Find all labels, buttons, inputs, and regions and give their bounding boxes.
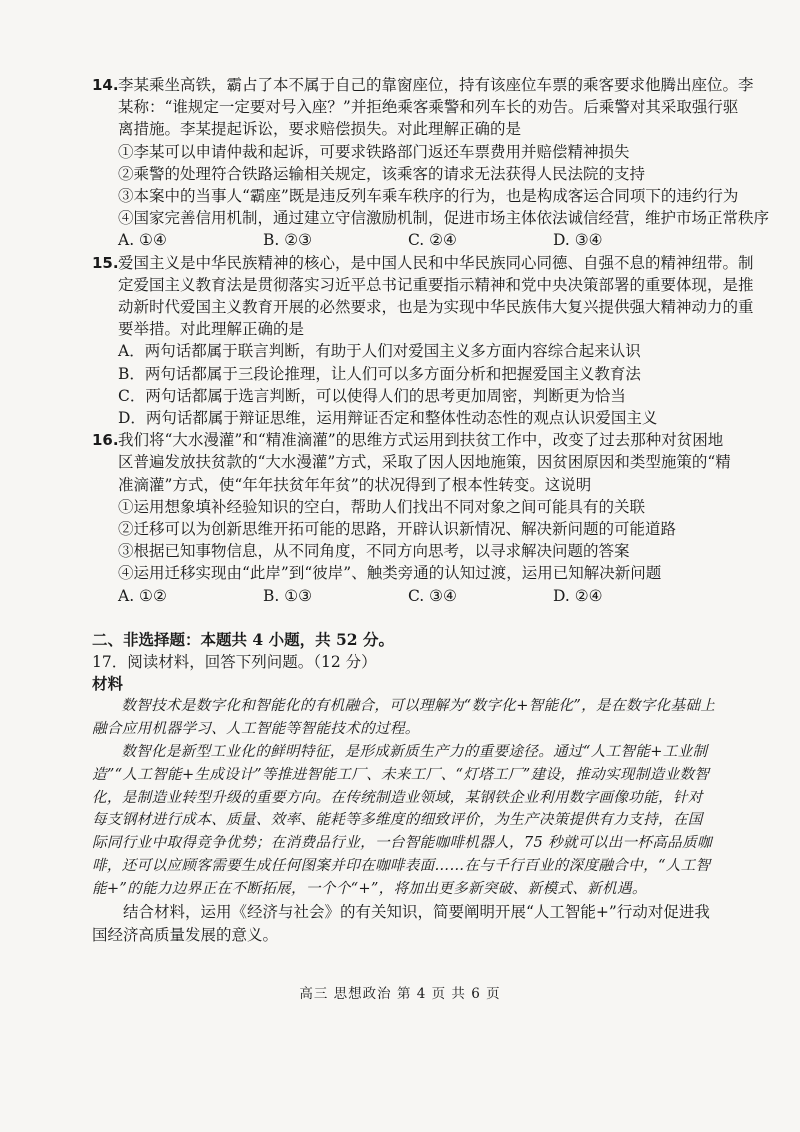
- section-2-title: 二、非选择题：本题共 4 小题，共 52 分。: [92, 629, 394, 649]
- question-16-statement-2: ②迁移可以为创新思维开拓可能的思路，开辟认识新情况、解决新问题的可能道路: [118, 520, 677, 539]
- page-footer: 高三 思想政治 第 4 页 共 6 页: [299, 986, 501, 1002]
- question-15-number: 15.: [92, 253, 119, 272]
- question-15-option-d: D．两句话都属于辩证思维，运用辩证否定和整体性动态性的观点认识爱国主义: [118, 409, 658, 428]
- question-16-statement-3: ③根据已知事物信息，从不同角度，不同方向思考，以寻求解决问题的答案: [118, 542, 630, 561]
- question-15-option-c: C．两句话都属于选言判断，可以使得人们的思考更加周密，判断更为恰当: [118, 386, 626, 405]
- choice-d: D. ③④: [553, 231, 603, 250]
- question-16-stem-line-3: 准滴灌”方式，使“年年扶贫年年贫”的状况得到了根本性转变。这说明: [118, 475, 592, 494]
- question-15-stem-line-4: 要举措。对此理解正确的是: [118, 320, 305, 339]
- question-14-number: 14.: [92, 76, 119, 94]
- question-14-choices: [92, 229, 716, 251]
- question-16-stem-line-1: 16. 我们将“大水漫灌”和“精准滴灌”的思维方式运用到扶贫工作中，改变了过去那种对贫困地: [92, 429, 716, 451]
- choice-a: A. ①②: [118, 586, 167, 605]
- question-14-stem-line-1: 14. 李某乘坐高铁，霸占了本不属于自己的靠窗座位，持有该座位车票的乘客要求他腾出座位。李: [92, 74, 716, 96]
- question-16: [92, 429, 731, 607]
- choice-b: B. ①③: [263, 586, 313, 605]
- question-17-header: 17．阅读材料，回答下列问题。（12 分）: [92, 653, 377, 672]
- question-16-number: 16.: [92, 431, 119, 450]
- material-paragraph-2: 数智化是新型工业化的鲜明特征，是形成新质生产力的重要途径。通过“人工智能+工业制造”“人工智能+生成设计”等推进智能工厂、未来工厂、“灯塔工厂”建设，推动实现制造业数智化，是制造业转型升级的重要方向。在传统制造业领域，某钢铁企业利用数字画像功能，针对每支钢材进行成本、质量、效率、能耗等多维度的细致评价，为生产决策提供有力支持，在国际同行业中取得竞争优势；在消费品行业，一台智能咖啡机器人，75 秒就可以出一杯高品质咖啡，还可以应顾客需要生成任何图案并印在咖啡表面……在与千行百业的深度融合中，“人工智能+”的能力边界正在不断拓展，一个个“+”，将加出更多新突破、新模式、新机遇。: [92, 743, 712, 897]
- question-14: [92, 74, 770, 252]
- question-14-stem-line-3: 离措施。李某提起诉讼，要求赔偿损失。对此理解正确的是: [118, 120, 522, 139]
- question-14-statement-4: ④国家完善信用机制，通过建立守信激励机制，促进市场主体依法诚信经营，维护市场正常秩序: [118, 209, 770, 228]
- spacer: [92, 607, 716, 615]
- question-15: [92, 252, 754, 430]
- question-15-option-a: A．两句话都属于联言判断，有助于人们对爱国主义多方面内容综合起来认识: [118, 342, 641, 361]
- question-14-statement-1: ①李某可以申请仲裁和起诉，可要求铁路部门返还车票费用并赔偿精神损失: [118, 142, 630, 161]
- question-16-statement-4: ④运用迁移实现由“此岸”到“彼岸”、触类旁通的认知过渡，运用已知解决新问题: [118, 564, 662, 583]
- choice-c: C. ③④: [408, 586, 457, 605]
- choice-c: C. ②④: [408, 231, 457, 250]
- question-16-stem-line-2: 区普遍发放扶贫款的“大水漫灌”方式，采取了因人因地施策，因贫困原因和类型施策的“精: [118, 453, 731, 472]
- question-15-option-b: B．两句话都属于三段论推理，让人们可以多方面分析和把握爱国主义教育法: [118, 364, 641, 383]
- question-15-stem-line-3: 动新时代爱国主义教育开展的必然要求，也是为实现中华民族伟大复兴提供强大精神动力的重: [118, 298, 754, 317]
- question-14-statement-3: ③本案中的当事人“霸座”既是违反列车乘车秩序的行为，也是构成客运合同项下的违约行为: [118, 187, 739, 206]
- question-16-statement-1: ①运用想象填补经验知识的空白，帮助人们找出不同对象之间可能具有的关联: [118, 497, 646, 516]
- material-paragraph-1: 数智技术是数字化和智能化的有机融合，可以理解为“数字化+智能化”，是在数字化基础上融合应用机器学习、人工智能等智能技术的过程。: [92, 697, 716, 738]
- material-label: 材料: [92, 674, 124, 694]
- question-17-task: 结合材料，运用《经济与社会》的有关知识，简要阐明开展“人工智能+”行动对促进我国经济高质量发展的意义。: [92, 902, 710, 944]
- question-15-stem-line-2: 定爱国主义教育法是贯彻落实习近平总书记重要指示精神和党中央决策部署的重要体现，是推: [118, 275, 754, 294]
- question-15-stem-line-1: 15. 爱国主义是中华民族精神的核心，是中国人民和中华民族同心同德、自强不息的精神纽带。制: [92, 252, 716, 274]
- choice-d: D. ②④: [553, 586, 603, 605]
- question-14-stem-line-2: 某称：“谁规定一定要对号入座？”并拒绝乘客乘警和列车长的劝告。后乘警对其采取强行驱: [118, 98, 739, 117]
- question-14-statement-2: ②乘警的处理符合铁路运输相关规定，该乘客的请求无法获得人民法院的支持: [118, 164, 646, 183]
- choice-b: B. ②③: [263, 231, 313, 250]
- choice-a: A. ①④: [118, 231, 167, 250]
- question-16-choices: [92, 585, 716, 607]
